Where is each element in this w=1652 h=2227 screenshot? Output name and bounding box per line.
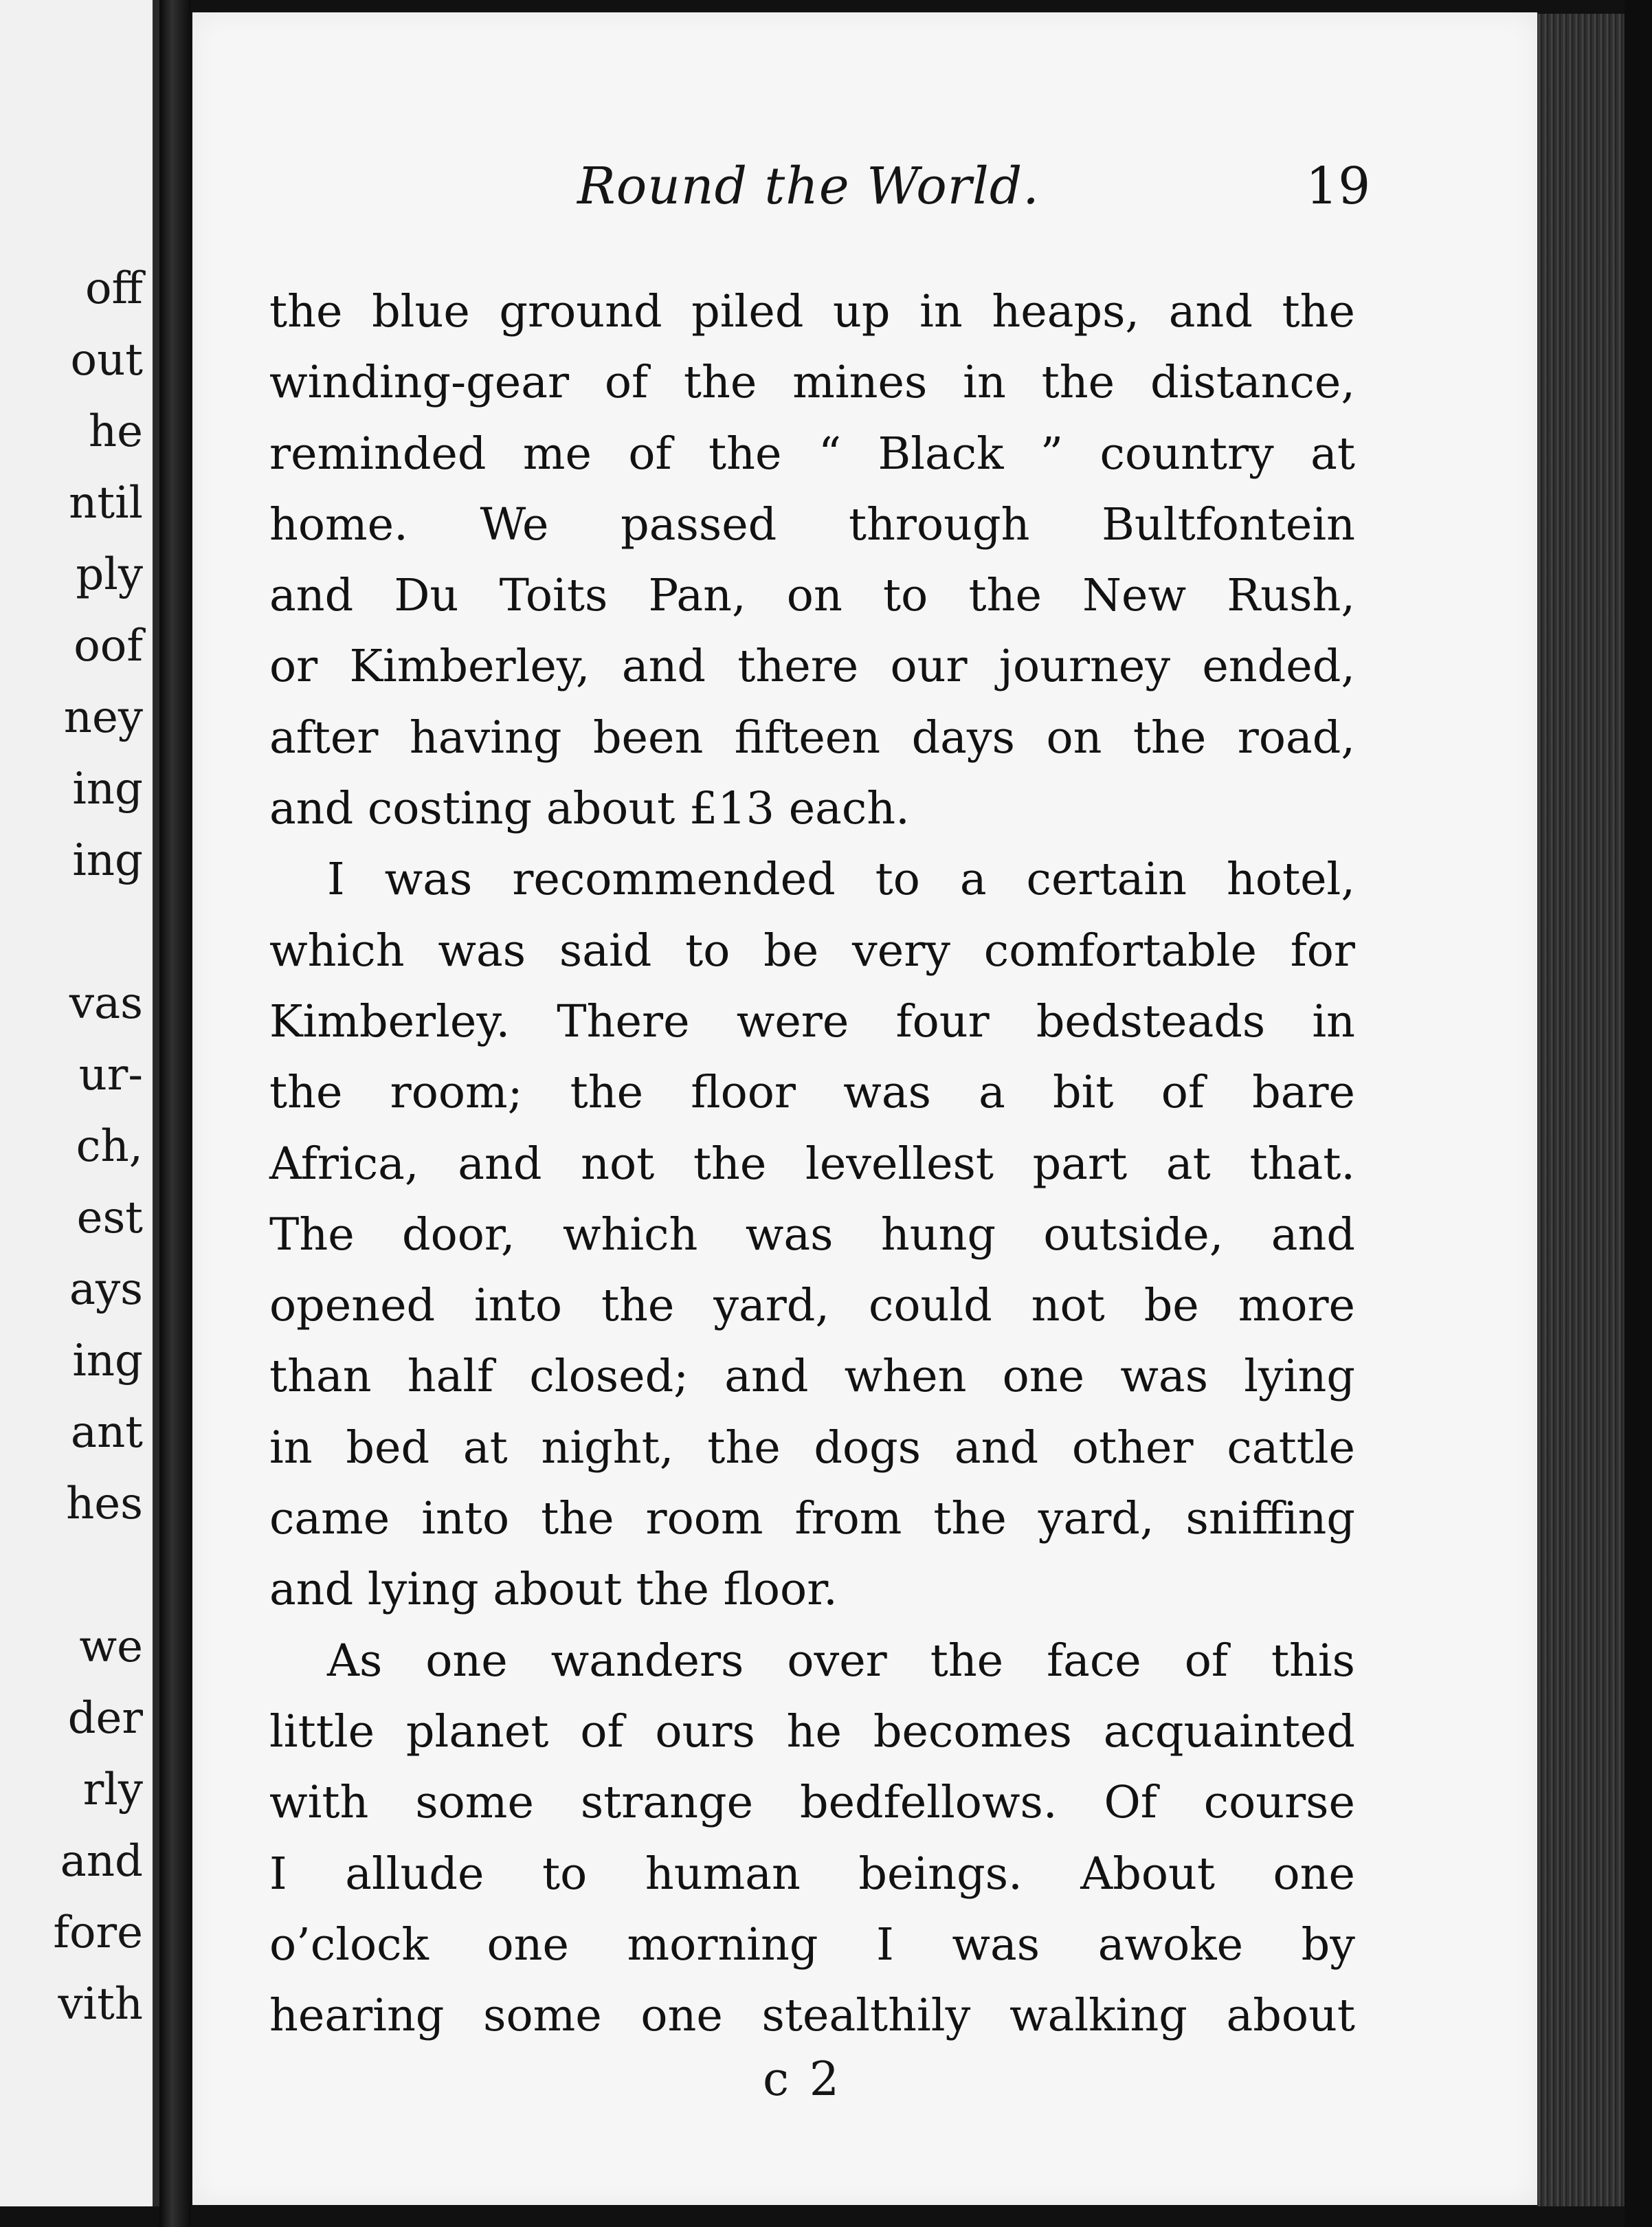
left-line: ing (72, 764, 143, 815)
left-line: ant (70, 1407, 143, 1458)
left-line: off (85, 263, 143, 314)
text-line: The door, which was hung outside, and (269, 1208, 1355, 1261)
left-line: est (76, 1193, 143, 1243)
text-line: which was said to be very comfortable for (269, 924, 1355, 977)
text-line: and lying about the floor. (269, 1564, 838, 1616)
left-line: hes (66, 1478, 143, 1529)
text-line: I allude to human beings. About one (269, 1848, 1355, 1900)
text-line: reminded me of the “ Black ” country at (269, 428, 1355, 480)
left-line: and (60, 1836, 143, 1887)
text-line: Kimberley. There were four bedsteads in (269, 995, 1355, 1048)
left-line: ur- (78, 1050, 143, 1100)
text-line: in bed at night, the dogs and other cattle (269, 1421, 1355, 1474)
left-line: der (67, 1693, 143, 1744)
left-page-text (53, 253, 143, 2040)
left-line: ney (63, 692, 143, 743)
signature-mark: c 2 (763, 2052, 842, 2107)
left-line: oof (74, 621, 143, 672)
left-line: rly (82, 1764, 143, 1815)
book-gutter (159, 0, 191, 2227)
text-line: and costing about £13 each. (269, 783, 910, 835)
text-line: came into the room from the yard, sniffing (269, 1493, 1355, 1545)
text-line: opened into the yard, could not be more (269, 1280, 1355, 1332)
text-line: than half closed; and when one was lying (269, 1351, 1355, 1403)
text-line: or Kimberley, and there our journey ended, (269, 641, 1355, 693)
page-number: 19 (1306, 157, 1371, 216)
text-line: the blue ground piled up in heaps, and the (269, 286, 1355, 337)
running-title: Round the World. (577, 157, 1040, 216)
right-page (192, 12, 1537, 2205)
left-line: vas (69, 978, 143, 1029)
left-line: vith (58, 1979, 143, 2030)
left-line (53, 1540, 143, 1611)
text-line: hearing some one stealthily walking about (269, 1990, 1355, 2042)
left-page (0, 0, 159, 2206)
text-line: Africa, and not the levellest part at that. (269, 1138, 1355, 1190)
text-line: I was recommended to a certain hotel, (327, 854, 1355, 906)
text-line: the room; the floor was a bit of bare (269, 1067, 1355, 1119)
left-line: ntil (69, 478, 143, 529)
scan-border (1625, 0, 1652, 2227)
left-line: he (88, 406, 143, 457)
page-header (192, 157, 1537, 232)
left-line: ch, (76, 1121, 143, 1172)
text-line: and Du Toits Pan, on to the New Rush, (269, 570, 1355, 622)
text-line: winding-gear of the mines in the distance, (269, 357, 1355, 409)
text-line: As one wanders over the face of this (327, 1635, 1355, 1687)
left-line (53, 896, 143, 968)
body-text (269, 276, 1355, 2051)
text-line: little planet of ours he becomes acquainted (269, 1705, 1355, 1758)
left-line: we (79, 1621, 143, 1672)
left-line: ply (76, 549, 143, 600)
text-line: o’clock one morning I was awoke by (269, 1918, 1355, 1971)
text-line: after having been fifteen days on the road, (269, 711, 1355, 764)
left-line: ays (69, 1264, 143, 1315)
left-line: ing (72, 1336, 143, 1386)
left-line: ing (72, 835, 143, 886)
page-edges (1537, 14, 1625, 2206)
text-line: home. We passed through Bultfontein (269, 498, 1355, 551)
left-line: fore (53, 1907, 143, 1958)
text-line: with some strange bedfellows. Of course (269, 1777, 1355, 1829)
left-line: out (70, 335, 143, 386)
